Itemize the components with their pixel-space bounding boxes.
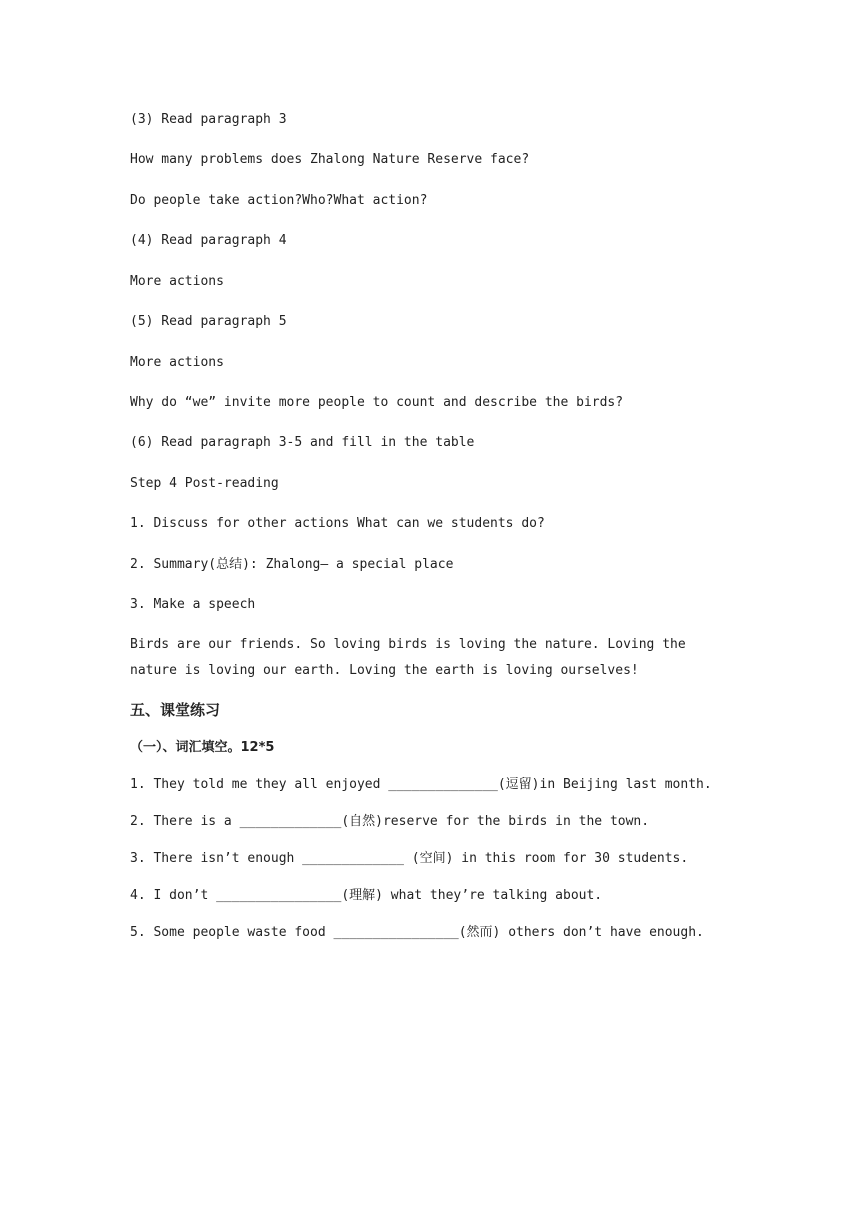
paragraph-5-question: Why do “we” invite more people to count and describe the birds? xyxy=(130,395,624,410)
exercise-item-4: 4. I don’t ________________(理解) what they’re talking about. xyxy=(130,888,603,903)
exercise-item-2: 2. There is a _____________(自然)reserve for the birds in the town. xyxy=(130,814,650,829)
paragraph-3-question-1: How many problems does Zhalong Nature Reserve face? xyxy=(130,152,530,167)
post-reading-item-1: 1. Discuss for other actions What can we students do? xyxy=(130,516,545,531)
paragraph-3-question-2: Do people take action?Who?What action? xyxy=(130,193,428,208)
exercise-section-title: 五、课堂练习 xyxy=(130,701,221,719)
exercise-item-1: 1. They told me they all enjoyed ______________(逗留)in Beijing last month. xyxy=(130,777,712,792)
exercise-part-title: （一）、词汇填空。12*5 xyxy=(130,740,275,755)
paragraph-5-title: (5) Read paragraph 5 xyxy=(130,314,287,329)
paragraph-3-title: (3) Read paragraph 3 xyxy=(130,112,287,127)
post-reading-step-title: Step 4 Post-reading xyxy=(130,476,279,491)
exercise-item-3: 3. There isn’t enough _____________ (空间) in this room for 30 students. xyxy=(130,851,689,866)
paragraph-4-note: More actions xyxy=(130,274,224,289)
post-reading-item-2: 2. Summary(总结): Zhalong— a special place xyxy=(130,557,454,572)
paragraph-6-title: (6) Read paragraph 3-5 and fill in the table xyxy=(130,435,475,450)
exercise-item-5: 5. Some people waste food ________________(然而) others don’t have enough. xyxy=(130,925,704,940)
paragraph-5-note: More actions xyxy=(130,355,224,370)
post-reading-item-3: 3. Make a speech xyxy=(130,597,256,612)
speech-paragraph: Birds are our friends. So loving birds is loving the nature. Loving the nature is loving our earth. Loving the earth is loving ourselves! xyxy=(130,637,686,678)
paragraph-4-title: (4) Read paragraph 4 xyxy=(130,233,287,248)
